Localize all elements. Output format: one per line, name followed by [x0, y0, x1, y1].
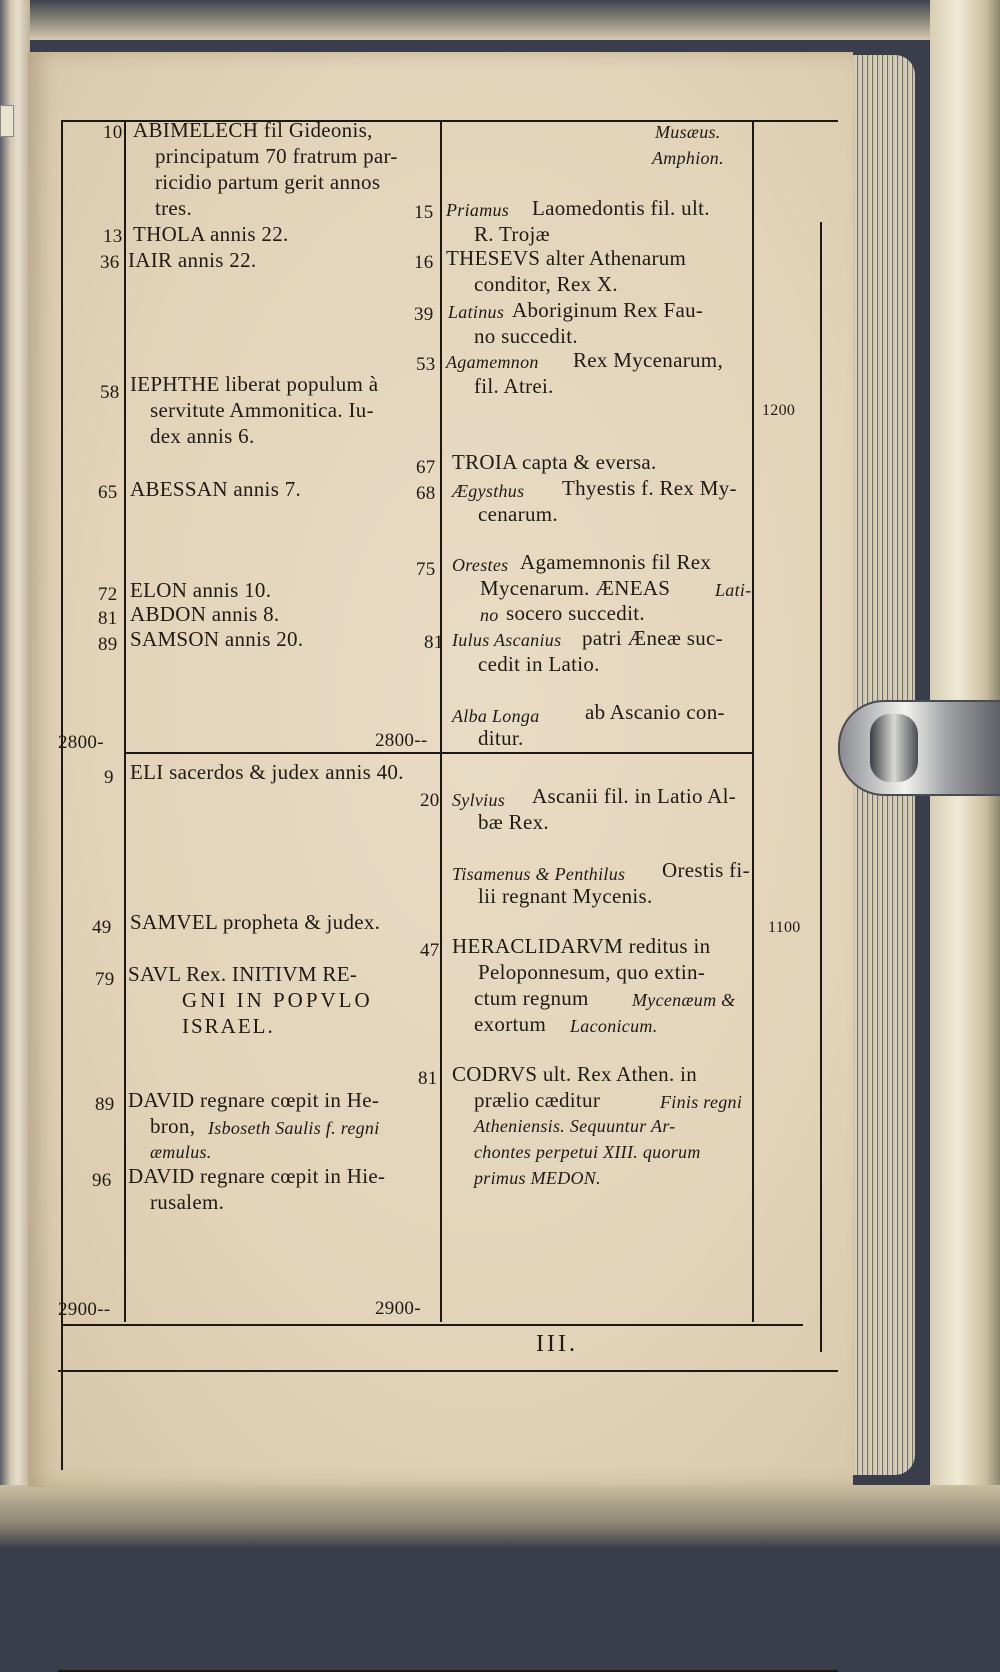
entry-italic: Lati- — [715, 580, 752, 600]
column-divider-right — [752, 122, 754, 1322]
clasp-hinge — [870, 714, 918, 782]
entry-text: prælio cæditur — [474, 1088, 601, 1112]
century-marker: 2800-- — [375, 730, 428, 751]
entry-text: principatum 70 fratrum par- — [155, 144, 398, 168]
entry-text: CODRVS ult. Rex Athen. in — [452, 1062, 698, 1086]
year-number: 36 — [100, 252, 120, 273]
entry-text: HERACLIDARVM reditus in — [452, 934, 711, 958]
entry-text: cenarum. — [478, 502, 558, 526]
entry-text: bron, — [150, 1114, 196, 1138]
entry-text: Aboriginum Rex Fau- — [512, 298, 704, 322]
entry-text: Rex Mycenarum, — [573, 348, 723, 372]
entry-text: socero succedit. — [506, 601, 645, 625]
margin-year-1100: 1100 — [768, 919, 801, 936]
entry-text: Laomedontis fil. ult. — [532, 196, 710, 220]
year-number: 53 — [416, 354, 436, 375]
year-number: 81 — [424, 632, 444, 653]
entry-italic: primus MEDON. — [474, 1168, 601, 1188]
entry-italic: Laconicum. — [570, 1016, 658, 1036]
entry-text: ELON annis 10. — [130, 578, 272, 602]
book-cover-bottom — [0, 1485, 1000, 1549]
entry-text: SAMVEL propheta & judex. — [130, 910, 381, 934]
year-number: 67 — [416, 457, 436, 478]
entry-text: SAVL Rex. INITIVM RE- — [128, 962, 358, 986]
entry-text: ricidio partum gerit annos — [155, 170, 381, 194]
century-divider-2800 — [124, 752, 754, 754]
entry-text: ABIMELECH fil Gideonis, — [133, 118, 373, 142]
entry-text: Ascanii fil. in Latio Al- — [532, 784, 737, 808]
entry-italic: chontes perpetui XIII. quorum — [474, 1142, 701, 1162]
entry-text: GNI IN POPVLO — [182, 988, 373, 1012]
book-spine-left — [0, 0, 30, 1549]
year-number: 10 — [103, 122, 123, 143]
entry-italic: Latinus — [448, 302, 505, 322]
year-number: 39 — [414, 304, 434, 325]
year-number: 81 — [98, 608, 118, 629]
left-page-edge — [0, 105, 14, 137]
entry-text: tres. — [155, 196, 193, 220]
year-number: 16 — [414, 252, 434, 273]
entry-text: THESEVS alter Athenarum — [446, 246, 687, 270]
year-number: 9 — [104, 767, 114, 788]
entry-text: ABESSAN annis 7. — [130, 477, 302, 501]
year-number: 13 — [103, 226, 123, 247]
entry-text: exortum — [474, 1012, 547, 1036]
year-number: 20 — [420, 790, 440, 811]
entry-text: bæ Rex. — [478, 810, 549, 834]
entry-text: DAVID regnare cœpit in He- — [128, 1088, 380, 1112]
century-marker: 2900-- — [58, 1299, 111, 1320]
entry-text: ELI sacerdos & judex annis 40. — [130, 760, 404, 784]
entry-text: ab Ascanio con- — [585, 700, 725, 724]
entry-text: THOLA annis 22. — [133, 222, 289, 246]
year-number: 89 — [95, 1094, 115, 1115]
entry-text: ISRAEL. — [182, 1014, 275, 1038]
margin-year-1200: 1200 — [762, 402, 796, 419]
entry-text: SAMSON annis 20. — [130, 627, 304, 651]
entry-italic: Iulus Ascanius — [452, 630, 562, 650]
year-number: 79 — [95, 969, 115, 990]
year-number: 72 — [98, 584, 118, 605]
book-clasp — [838, 700, 1000, 796]
frame-right-rule — [820, 222, 822, 1352]
entry-text: lii regnant Mycenis. — [478, 884, 653, 908]
year-number: 47 — [420, 940, 440, 961]
bottom-rule-inner — [63, 1324, 803, 1326]
entry-text: DAVID regnare cœpit in Hie- — [128, 1164, 386, 1188]
entry-text: ABDON annis 8. — [130, 602, 280, 626]
entry-text: TROIA capta & eversa. — [452, 450, 657, 474]
book-cover-top — [0, 0, 1000, 40]
entry-text: fil. Atrei. — [474, 374, 554, 398]
column-divider-left — [124, 122, 126, 1322]
entry-text: Agamemnonis fil Rex — [520, 550, 712, 574]
year-number: 81 — [418, 1068, 438, 1089]
year-number: 75 — [416, 559, 436, 580]
entry-text: Orestis fi- — [662, 858, 750, 882]
entry-text: servitute Ammonitica. Iu- — [150, 398, 374, 422]
entry-italic: Finis regni — [660, 1092, 743, 1112]
entry-text: IEPHTHE liberat populum à — [130, 372, 379, 396]
year-number: 15 — [414, 202, 434, 223]
entry-italic: Amphion. — [652, 148, 724, 168]
entry-italic: Musæus. — [655, 122, 721, 142]
entry-text: rusalem. — [150, 1190, 225, 1214]
entry-text: Mycenarum. ÆNEAS — [480, 576, 671, 600]
bottom-frame-rule — [58, 1370, 838, 1372]
page-number: III. — [536, 1331, 578, 1357]
entry-text: R. Trojæ — [474, 222, 550, 246]
entry-italic: æmulus. — [150, 1142, 212, 1162]
entry-text: ditur. — [478, 726, 524, 750]
year-number: 68 — [416, 483, 436, 504]
entry-italic: Ægysthus — [452, 481, 525, 501]
year-number: 89 — [98, 634, 118, 655]
entry-text: IAIR annis 22. — [128, 248, 257, 272]
entry-text: ctum regnum — [474, 986, 589, 1010]
entry-italic: Alba Longa — [452, 706, 540, 726]
century-marker: 2800- — [58, 732, 104, 753]
entry-italic: Tisamenus & Penthilus — [452, 864, 626, 884]
year-number: 58 — [100, 382, 120, 403]
entry-italic: Sylvius — [452, 790, 506, 810]
entry-text: no succedit. — [474, 324, 578, 348]
entry-text: Peloponnesum, quo extin- — [478, 960, 706, 984]
entry-text: cedit in Latio. — [478, 652, 600, 676]
entry-text: patri Æneæ suc- — [582, 626, 723, 650]
year-number: 96 — [92, 1170, 112, 1191]
year-number: 65 — [98, 482, 118, 503]
entry-text: Thyestis f. Rex My- — [562, 476, 737, 500]
century-marker: 2900- — [375, 1298, 421, 1319]
entry-italic: Atheniensis. Sequuntur Ar- — [474, 1116, 676, 1136]
entry-italic: Agamemnon — [446, 352, 539, 372]
year-number: 49 — [92, 917, 112, 938]
entry-italic: Priamus — [446, 200, 510, 220]
entry-italic: Isboseth Saulis f. regni — [208, 1118, 380, 1138]
frame-left-rule — [61, 120, 63, 1470]
entry-italic: Mycenæum & — [632, 990, 736, 1010]
entry-text: dex annis 6. — [150, 424, 255, 448]
column-divider-center — [440, 122, 442, 1322]
entry-text: conditor, Rex X. — [474, 272, 618, 296]
entry-italic: no — [480, 605, 499, 625]
entry-italic: Orestes — [452, 555, 509, 575]
